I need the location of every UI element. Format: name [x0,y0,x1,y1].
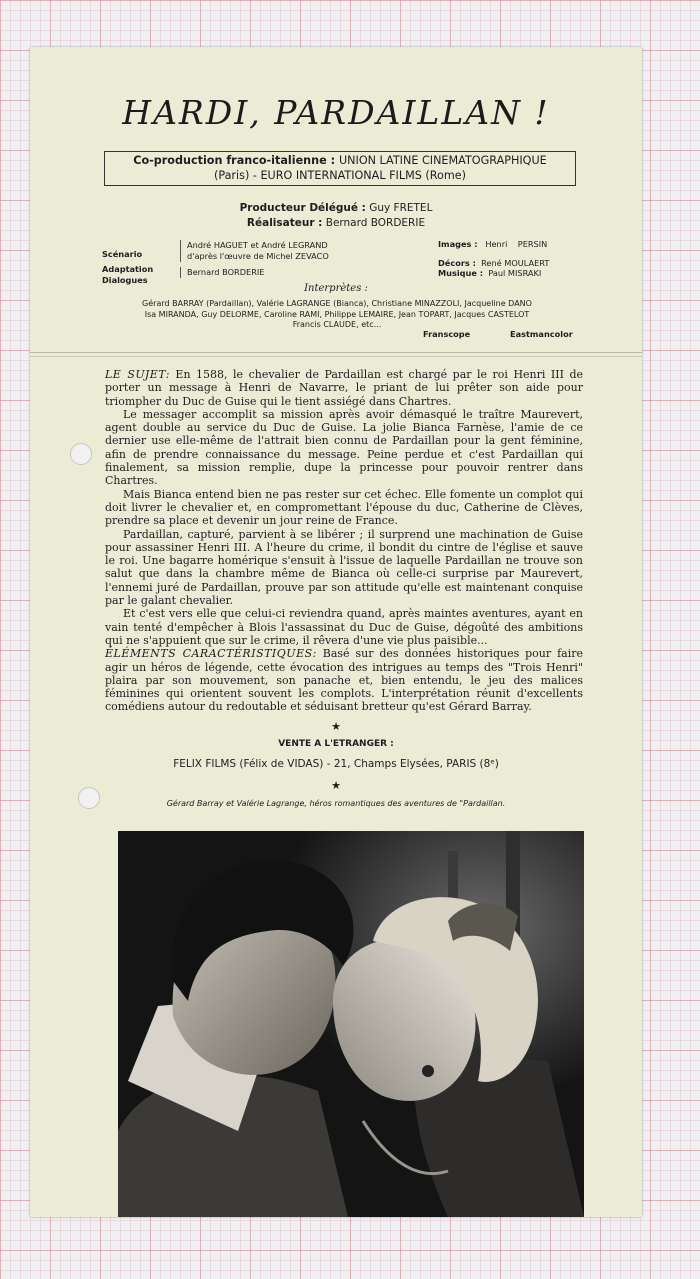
musique-label: Musique : [438,268,484,278]
director-label: Réalisateur : [246,217,323,229]
film-title: HARDI, PARDAILLAN ! [122,93,550,132]
coproduction-label: Co-production franco-italienne : [133,154,336,167]
director-credit [30,217,642,229]
section-divider-2 [30,356,642,357]
decors-label: Décors : [438,258,476,268]
star-separator-2: ★ [331,779,341,792]
coproduction-line2: (Paris) - EURO INTERNATIONAL FILMS (Rome) [213,169,467,182]
scenario-line1: André HAGUET et André LEGRAND [187,240,328,250]
images-credit [438,239,547,250]
images-label: Images : [438,239,478,249]
format-label: Franscope [423,329,471,339]
images-name: Henri PERSIN [485,239,548,249]
scenario-line2: d'après l'œuvre de Michel ZEVACO [187,251,329,261]
musique-credit [438,268,541,279]
sales-heading: VENTE A L'ETRANGER : [278,739,394,749]
cast-line1: Gérard BARRAY (Pardaillan), Valérie LAGRANGE (Bianca), Christiane MINAZZOLI, Jacqueline DANO [142,299,532,308]
synopsis-label: LE SUJET: [105,368,170,381]
adaptation-name [180,267,264,278]
musique-name: Paul MISRAKI [488,268,542,278]
coproduction-box [104,151,576,186]
adaptation-label: Adaptation [102,264,154,274]
synopsis-p1 [105,368,583,408]
scenario-label: Scénario [102,249,143,259]
elements-paragraph [105,647,583,713]
cast-line2: Isa MIRANDA, Guy DELORME, Caroline RAMI, Philippe LEMAIRE, Jean TOPART, Jacques CASTELOT [144,309,530,319]
coproduction-line1 [105,153,575,168]
producer-label: Producteur Délégué : [239,202,366,214]
synopsis [105,368,583,714]
scenario-names [180,240,329,262]
cast-line3: Francis CLAUDE, etc... [292,320,382,329]
director-name: Bernard BORDERIE [325,217,426,229]
photo-caption: Gérard Barray et Valérie Lagrange, héros romantiques des aventures de "Pardaillan. [166,799,506,808]
elements-text: Basé sur des données historiques pour faire agir un héros de légende, cette évocation des intrigues au temps des "Trois Henri" plaira par son mouvement, son panache et, bien entendu, le jeu des malices féminines qui orientent souvent les complots. L'interprétation réunit d'excellents comédiens autour du redoutable et séduisant bretteur qu'est Gérard Barray. [105,647,583,714]
dialogues-label: Dialogues [102,275,148,285]
star-separator-1: ★ [331,720,341,733]
interpretes-heading: Interprètes : [304,283,368,294]
decors-name: René MOULAERT [481,258,550,268]
sales-address: FELIX FILMS (Félix de VIDAS) - 21, Champs Elysées, PARIS (8ᵉ) [173,758,499,770]
synopsis-p2: Le messager accomplit sa mission après avoir démasqué le traître Maurevert, agent double au service du Duc de Guise. La jolie Bianca Farnèse, l'amie de ce dernier use elle-même de l'attrait bien connu de Pardaillan pour la gent féminine, afin de prendre connaissance du message. Peine perdue et c'est Pardaillan qui finalement, sa mission remplie, dupe la princesse pour pouvoir rentrer dans Chartres. [105,407,583,488]
synopsis-p5: Et c'est vers elle que celui-ci reviendra quand, après maintes aventures, ayant en vain tenté d'empêcher à Blois l'assassinat du Duc de Guise, dégoûté des ambitions qui ne s'appuient que sur le crime, il rêvera d'une vie plus paisible... [105,607,583,647]
woman-earring [422,1065,434,1077]
section-divider [30,352,642,353]
cast-list [102,299,572,331]
producer-name: Guy FRETEL [369,202,433,214]
color-process-label: Eastmancolor [510,329,573,339]
punch-hole-top [70,443,92,465]
synopsis-p3: Mais Bianca entend bien ne pas rester sur cet échec. Elle fomente un complot qui doit livrer le chevalier et, en compromettant l'épouse du duc, Catherine de Clèves, prendre sa place et devenir un jour reine de France. [105,487,583,528]
coproduction-company: UNION LATINE CINEMATOGRAPHIQUE [338,154,547,167]
synopsis-p1-text: En 1588, le chevalier de Pardaillan est chargé par le roi Henri III de porter un message à Henri de Navarre, le priant de lui prêter son aide pour triompher du Duc de Guise qui le tient assiégé dans Chartres. [105,368,583,408]
elements-label: ÉLÉMENTS CARACTÉRISTIQUES: [105,647,317,661]
producer-credit [30,202,642,214]
adaptation-value: Bernard BORDERIE [187,267,265,277]
synopsis-p4: Pardaillan, capturé, parvient à se libérer ; il surprend une machination de Guise pour assassiner Henri III. A l'heure du crime, il bondit du cintre de l'église et sauve le roi. Une bagarre homérique s'ensuit à l'issue de laquelle Pardaillan ne trouve son salut que dans la chambre même de Bianca où celle-ci surprise par Maurevert, l'ennemi juré de Pardaillan, prouve par son attitude qu'elle est maintenant conquise par le galant chevalier. [105,527,583,608]
film-still-photo [118,831,584,1217]
film-still-illustration [118,831,584,1217]
press-sheet [30,47,642,1217]
